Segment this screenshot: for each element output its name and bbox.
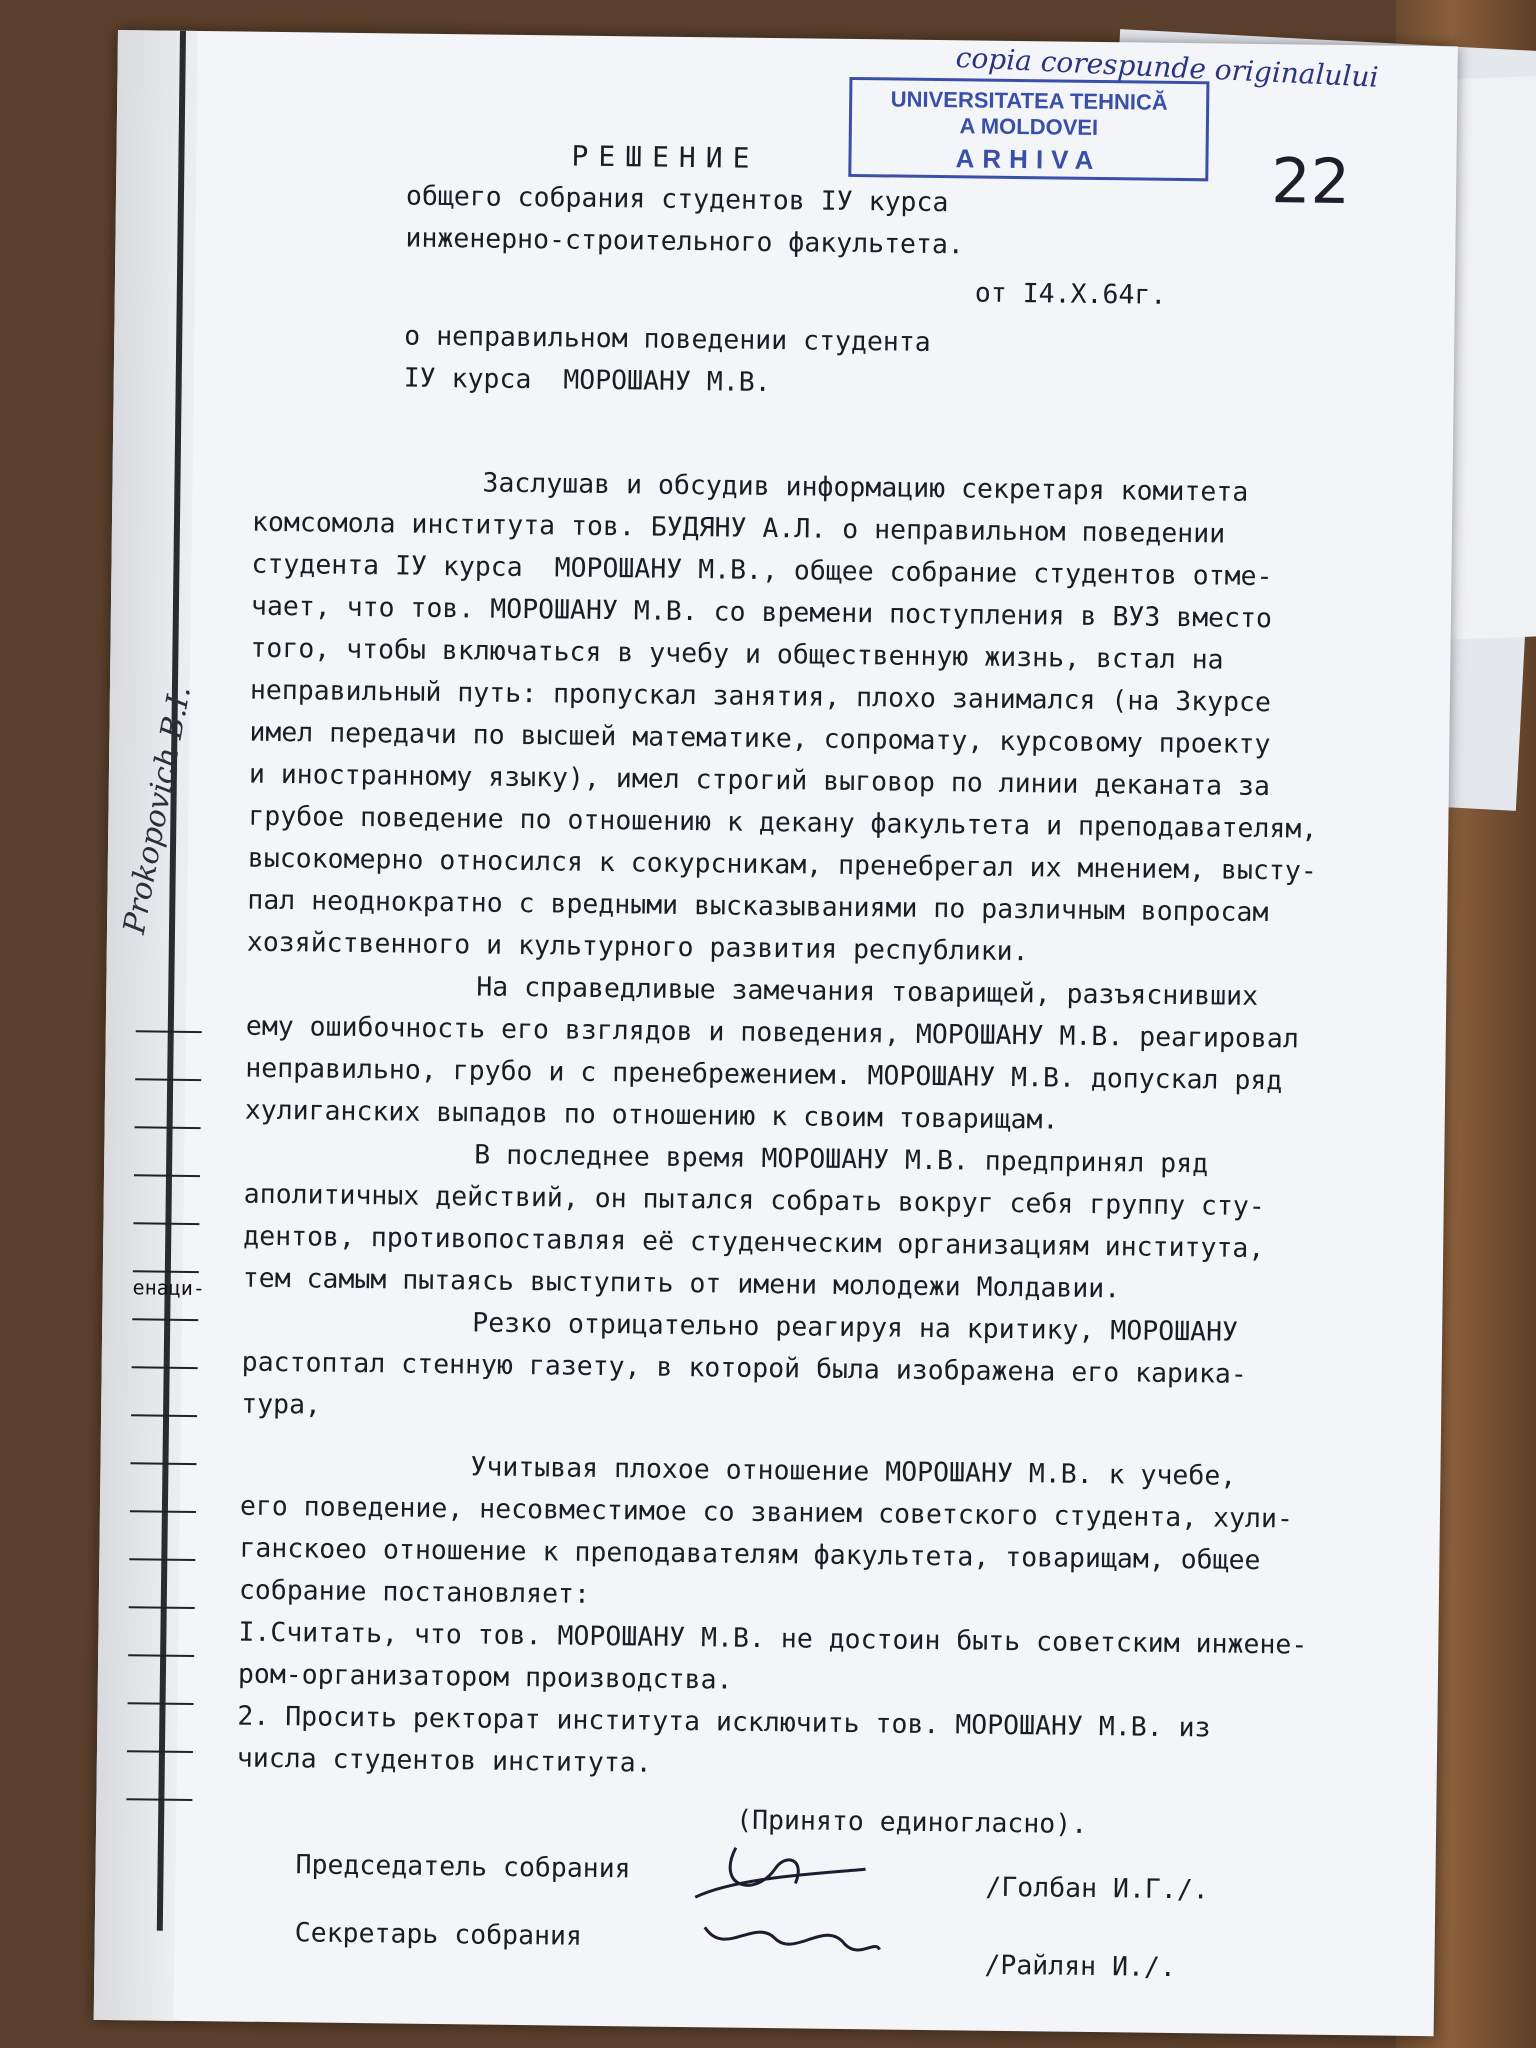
chair-signature bbox=[695, 1847, 866, 1899]
body-line: ему ошибочность его взглядов и поведения, МОРОШАНУ М.В. реагировал bbox=[245, 1010, 1299, 1055]
body-line: комсомола института тов. БУДЯНУ А.Л. о неправильном поведении bbox=[251, 506, 1226, 550]
handwritten-copy-note: copia corespunde originalului bbox=[955, 40, 1380, 94]
body-line: 2. Просить ректорат института исключить тов. МОРОШАНУ М.В. из bbox=[237, 1700, 1211, 1744]
body-line: неправильный путь: пропускал занятия, плохо занимался (на 3курсе bbox=[249, 674, 1272, 719]
body-line: хозяйственного и культурного развития республики. bbox=[246, 926, 1029, 968]
body-line: В последнее время МОРОШАНУ М.В. предпринял ряд bbox=[474, 1139, 1209, 1180]
body-line: Учитывая плохое отношение МОРОШАНУ М.В. к учебе, bbox=[470, 1451, 1237, 1492]
subject-line-1: о неправильном поведении студента bbox=[404, 320, 931, 358]
body-line: числа студентов института. bbox=[236, 1742, 652, 1779]
archive-stamp bbox=[848, 77, 1209, 181]
handwritten-page-number: 22 bbox=[1270, 144, 1351, 219]
body-line: его поведение, несовместимое со званием советского студента, хули- bbox=[239, 1490, 1294, 1535]
body-line: растоптал стенную газету, в которой была изображена его карика- bbox=[241, 1346, 1247, 1390]
body-line: тура, bbox=[241, 1388, 322, 1421]
document-page bbox=[94, 30, 1458, 2036]
body-line: I.Считать, что тов. МОРОШАНУ М.В. не достоин быть советским инжене- bbox=[238, 1616, 1308, 1661]
subtitle-line-2: инженерно-строительного факультета. bbox=[405, 222, 965, 261]
secretary-signature bbox=[705, 1927, 880, 1950]
secretary-name: /Райлян И./. bbox=[984, 1949, 1177, 1984]
stamp-line-3: ARHIVA bbox=[955, 143, 1102, 176]
body-line: хулиганских выпадов по отношению к своим товарищам. bbox=[244, 1094, 1059, 1136]
body-line: ром-организатором производства. bbox=[237, 1658, 733, 1696]
subject-line-2: IУ курса МОРОШАНУ М.В. bbox=[403, 362, 771, 398]
body-line: аполитичных действий, он пытался собрать вокруг себя группу сту- bbox=[243, 1178, 1265, 1223]
body-line: того, чтобы включаться в учебу и общественную жизнь, встал на bbox=[250, 632, 1224, 676]
body-line: и иностранному языку), имел строгий выговор по линии деканата за bbox=[248, 758, 1271, 803]
chair-name: /Голбан И.Г./. bbox=[985, 1871, 1209, 1906]
stamp-line-1: UNIVERSITATEA TEHNICĂ bbox=[890, 86, 1168, 115]
body-line: высокомерно относился к сокурсникам, пренебрегал их мнением, высту- bbox=[247, 842, 1317, 887]
subtitle-line-1: общего собрания студентов IУ курса bbox=[405, 180, 949, 219]
stub-fragment: енаци- bbox=[132, 1275, 206, 1301]
body-line: имел передачи по высшей математике, сопромату, курсовому проекту bbox=[249, 716, 1271, 761]
secretary-label: Секретарь собрания bbox=[294, 1917, 583, 1952]
document-date: от I4.X.64г. bbox=[974, 277, 1167, 311]
vote-result: (Принято единогласно). bbox=[735, 1804, 1088, 1840]
body-line: Заслушав и обсудив информацию секретаря комитета bbox=[482, 467, 1249, 508]
stub-form-lines bbox=[126, 1030, 196, 1847]
handwritten-margin-note: Prokopovich B.I. bbox=[117, 683, 199, 937]
body-line: На справедливые замечания товарищей, разъяснивших bbox=[476, 971, 1259, 1012]
document-title: РЕШЕНИЕ bbox=[571, 139, 760, 175]
body-line: тем самым пытаясь выступить от имени молодежи Молдавии. bbox=[242, 1262, 1121, 1305]
body-line: пал неоднократно с вредными высказываниями по различным вопросам bbox=[247, 884, 1269, 929]
body-line: ганскоео отношение к преподавателям факультета, товарищам, общее bbox=[239, 1532, 1261, 1577]
chair-label: Председатель собрания bbox=[295, 1849, 631, 1885]
body-line: Резко отрицательно реагируя на критику, МОРОШАНУ bbox=[472, 1307, 1239, 1348]
stamp-line-2: A MOLDOVEI bbox=[959, 113, 1099, 140]
body-line: неправильно, грубо и с пренебрежением. МОРОШАНУ М.В. допускал ряд bbox=[245, 1052, 1283, 1097]
signature-marks bbox=[674, 1827, 886, 1980]
body-line: студента IУ курса МОРОШАНУ М.В., общее собрание студентов отме- bbox=[251, 548, 1273, 593]
body-line: дентов, противопоставляя её студенческим организациям института, bbox=[243, 1220, 1265, 1265]
body-line: грубое поведение по отношению к декану факультета и преподавателям, bbox=[248, 800, 1318, 845]
body-line: чает, что тов. МОРОШАНУ М.В. со времени поступления в ВУЗ вместо bbox=[250, 590, 1273, 635]
body-line: собрание постановляет: bbox=[238, 1574, 591, 1610]
